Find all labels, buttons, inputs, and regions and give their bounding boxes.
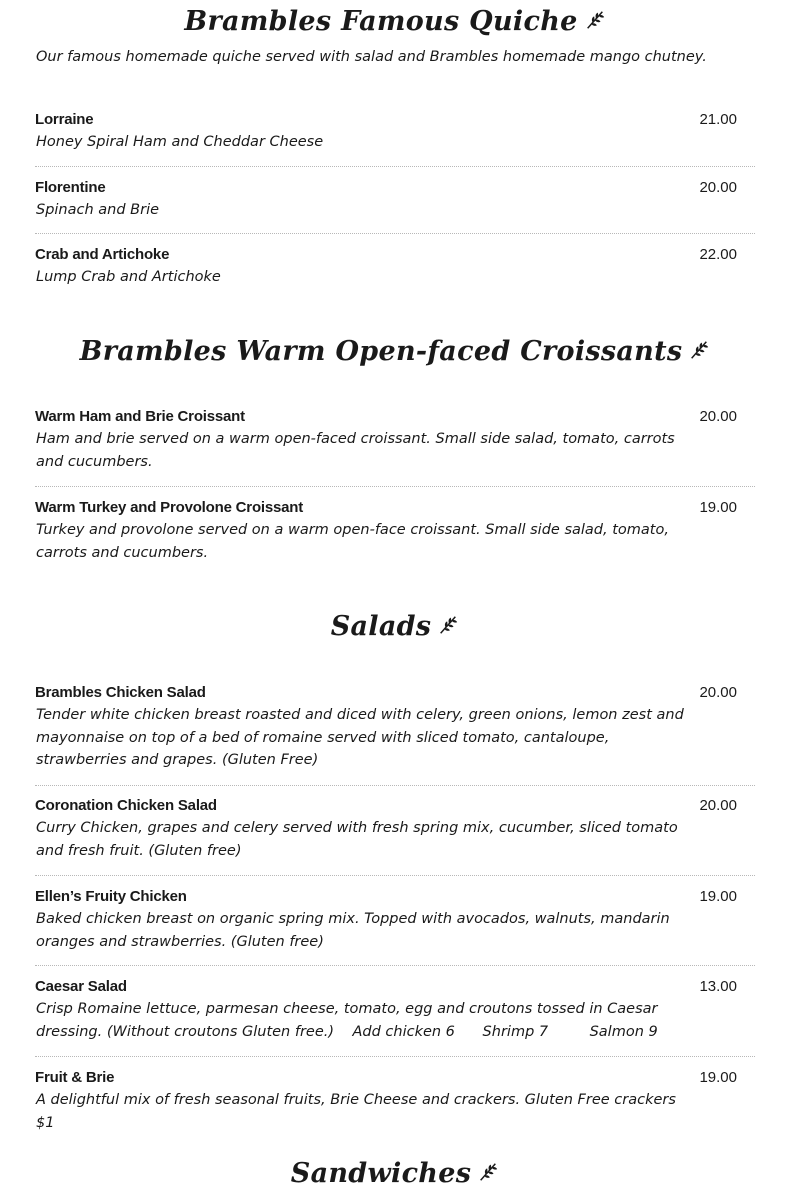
item-price: 21.00 <box>699 111 737 128</box>
item-name: Ellen’s Fruity Chicken <box>35 888 187 905</box>
dotted-divider <box>35 486 755 487</box>
leaf-sprig-icon <box>584 9 606 31</box>
item-name: Caesar Salad <box>35 978 127 995</box>
menu-item <box>35 682 755 772</box>
item-price: 20.00 <box>699 797 737 814</box>
menu-item <box>35 886 755 953</box>
item-description: Baked chicken breast on organic spring mix. Topped with avocados, walnuts, mandarin oranges and strawberries. (Gluten free) <box>36 911 670 950</box>
dotted-divider <box>35 785 755 786</box>
item-name: Crab and Artichoke <box>35 246 170 263</box>
item-name: Lorraine <box>35 111 94 128</box>
item-name: Brambles Chicken Salad <box>35 684 206 701</box>
section-title-quiche <box>0 5 790 39</box>
leaf-sprig-icon <box>688 339 710 361</box>
section-title-text: Brambles Famous Quiche <box>184 6 578 37</box>
item-price: 20.00 <box>699 684 737 701</box>
menu-item <box>35 497 755 564</box>
section-title-salads <box>0 610 790 644</box>
item-description: Curry Chicken, grapes and celery served with fresh spring mix, cucumber, sliced tomato and fresh fruit. (Gluten free) <box>36 820 678 859</box>
leaf-sprig-icon <box>477 1161 499 1183</box>
item-description: Spinach and Brie <box>36 202 160 218</box>
dotted-divider <box>35 875 755 876</box>
menu-item <box>35 244 755 289</box>
menu-item <box>35 976 755 1043</box>
item-name: Coronation Chicken Salad <box>35 797 217 814</box>
item-price: 22.00 <box>699 246 737 263</box>
item-name: Warm Turkey and Provolone Croissant <box>35 499 304 516</box>
menu-item <box>35 795 755 862</box>
section-title-sandwiches <box>0 1157 790 1185</box>
menu-item <box>35 406 755 473</box>
item-price: 13.00 <box>699 978 737 995</box>
section-title-text: Sandwiches <box>290 1158 472 1185</box>
menu-item <box>35 109 755 154</box>
item-price: 19.00 <box>699 1069 737 1086</box>
item-name: Florentine <box>35 179 106 196</box>
item-price: 19.00 <box>699 499 737 516</box>
item-description: Crisp Romaine lettuce, parmesan cheese, tomato, egg and croutons tossed in Caesar dressing. (Without croutons Gluten free.) Add chicken 6 Shrimp 7 Salmon 9 <box>36 1001 663 1040</box>
item-name: Fruit & Brie <box>35 1069 115 1086</box>
dotted-divider <box>35 1056 755 1057</box>
menu-item <box>35 177 755 222</box>
dotted-divider <box>35 166 755 167</box>
item-price: 19.00 <box>699 888 737 905</box>
item-price: 20.00 <box>699 179 737 196</box>
item-description: Lump Crab and Artichoke <box>36 269 221 285</box>
leaf-sprig-icon <box>437 614 459 636</box>
item-price: 20.00 <box>699 408 737 425</box>
item-description: Turkey and provolone served on a warm open-face croissant. Small side salad, tomato, carrots and cucumbers. <box>36 522 669 561</box>
section-title-text: Brambles Warm Open-faced Croissants <box>79 336 683 367</box>
quiche-intro: Our famous homemade quiche served with salad and Brambles homemade mango chutney. <box>36 49 707 65</box>
item-description: Tender white chicken breast roasted and diced with celery, green onions, lemon zest and mayonnaise on top of a bed of romaine served with sliced tomato, cantaloupe, strawberries and grapes. (Gluten Free) <box>36 707 684 769</box>
item-description: Honey Spiral Ham and Cheddar Cheese <box>36 134 324 150</box>
dotted-divider <box>35 965 755 966</box>
menu-item <box>35 1067 755 1134</box>
dotted-divider <box>35 233 755 234</box>
item-name: Warm Ham and Brie Croissant <box>35 408 245 425</box>
item-description: A delightful mix of fresh seasonal fruits, Brie Cheese and crackers. Gluten Free crackers $1 <box>36 1092 676 1131</box>
section-title-croissants <box>0 335 790 369</box>
item-description: Ham and brie served on a warm open-faced croissant. Small side salad, tomato, carrots and cucumbers. <box>36 431 675 470</box>
section-title-text: Salads <box>330 611 432 642</box>
